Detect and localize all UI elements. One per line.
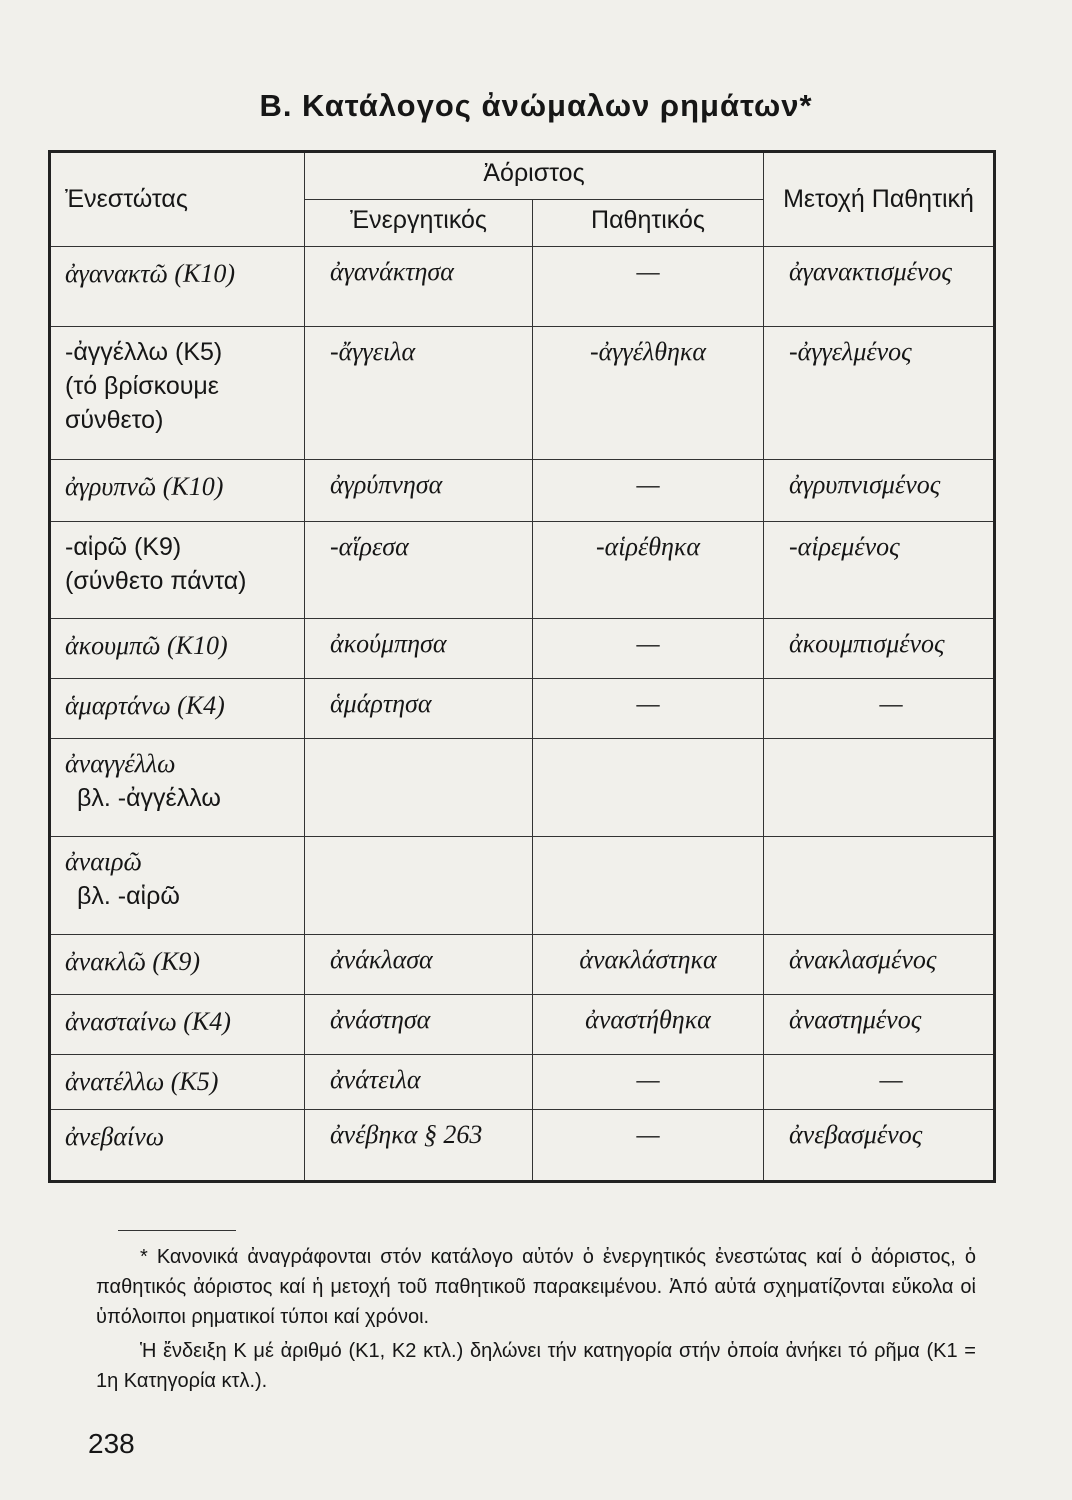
passive-aorist-cell: [533, 837, 764, 935]
table-row: [50, 679, 995, 739]
present-cell: ἀνατέλλω (Κ5): [50, 1055, 305, 1110]
participle-cell: ἀκουμπισμένος: [764, 619, 995, 679]
footnote-separator: [118, 1230, 236, 1231]
footnote: [96, 1242, 976, 1396]
table-row: [50, 935, 995, 995]
active-aorist-cell: ἁμάρτησα: [305, 679, 533, 739]
present-verb: -ἀγγέλλω (Κ5): [65, 338, 223, 366]
table-row: [50, 739, 995, 837]
page-title: Β. Κατάλογος ἀνώμαλων ρημάτων*: [259, 88, 813, 123]
table-body: [50, 247, 995, 1182]
header-participle: Μετοχή Παθητική: [764, 152, 995, 247]
header-aorist: Ἀόριστος: [305, 152, 764, 200]
present-note: (σύνθετο πάντα): [65, 567, 247, 595]
table-row: [50, 247, 995, 327]
passive-aorist-cell: —: [533, 1055, 764, 1110]
participle-cell: -αἱρεμένος: [764, 522, 995, 619]
table-row: [50, 995, 995, 1055]
passive-aorist-cell: ἀναστήθηκα: [533, 995, 764, 1055]
participle-cell: ἀναστημένος: [764, 995, 995, 1055]
irregular-verbs-table: [48, 150, 996, 1183]
participle-cell: ἀγανακτισμένος: [764, 247, 995, 327]
passive-aorist-cell: —: [533, 247, 764, 327]
participle-cell: ἀγρυπνισμένος: [764, 460, 995, 522]
active-aorist-cell: ἀγρύπνησα: [305, 460, 533, 522]
participle-cell: —: [764, 679, 995, 739]
present-cell: ἀνασταίνω (Κ4): [50, 995, 305, 1055]
present-cell: ἀγρυπνῶ (Κ10): [50, 460, 305, 522]
present-cell: [50, 739, 305, 837]
participle-cell: [764, 837, 995, 935]
see-also-note: βλ. -ἀγγέλλω: [77, 784, 221, 812]
present-cell: ἀγανακτῶ (Κ10): [50, 247, 305, 327]
passive-aorist-cell: —: [533, 679, 764, 739]
active-aorist-cell: ἀγανάκτησα: [305, 247, 533, 327]
active-aorist-cell: ἀκούμπησα: [305, 619, 533, 679]
present-cell: [50, 327, 305, 460]
table-row: [50, 460, 995, 522]
participle-cell: -ἀγγελμένος: [764, 327, 995, 460]
participle-cell: ἀνεβασμένος: [764, 1110, 995, 1182]
active-aorist-cell: -αἵρεσα: [305, 522, 533, 619]
present-verb: ἀναγγέλλω: [65, 749, 176, 778]
present-cell: [50, 522, 305, 619]
present-verb: -αἱρῶ (Κ9): [65, 533, 182, 561]
active-aorist-cell: [305, 837, 533, 935]
present-verb: ἀναιρῶ: [65, 847, 142, 876]
passive-aorist-cell: -ἀγγέλθηκα: [533, 327, 764, 460]
present-note: (τό βρίσκουμε σύνθετο): [65, 372, 219, 434]
page-number: 238: [88, 1428, 135, 1459]
footnote-paragraph: * Κανονικά ἀναγράφονται στόν κατάλογο αὐτόν ὁ ἐνεργητικός ἐνεστώτας καί ὁ ἀόριστος, ὁ παθητικός ἀόριστος καί ἡ μετοχή τοῦ παθητικοῦ παρακειμένου. Ἀπό αὐτά σχηματίζονται εὔκολα οἱ ὑπόλοιποι ρηματικοί τύποι καί χρόνοι.: [96, 1246, 976, 1328]
passive-aorist-cell: -αἱρέθηκα: [533, 522, 764, 619]
table-row: [50, 1055, 995, 1110]
active-aorist-cell: ἀνάκλασα: [305, 935, 533, 995]
participle-cell: —: [764, 1055, 995, 1110]
table-row: [50, 837, 995, 935]
footnote-paragraph: Ἡ ἔνδειξη Κ μέ ἀριθμό (Κ1, Κ2 κτλ.) δηλώνει τήν κατηγορία στήν ὁποία ἀνήκει τό ρῆμα (Κ1 = 1η Κατηγορία κτλ.).: [96, 1340, 976, 1392]
active-aorist-cell: ἀνέβηκα § 263: [305, 1110, 533, 1182]
header-present: Ἐνεστώτας: [50, 152, 305, 247]
table-row: [50, 327, 995, 460]
see-also-note: βλ. -αἱρῶ: [77, 882, 180, 910]
passive-aorist-cell: —: [533, 1110, 764, 1182]
passive-aorist-cell: —: [533, 460, 764, 522]
passive-aorist-cell: ἀνακλάστηκα: [533, 935, 764, 995]
table-row: [50, 619, 995, 679]
present-cell: ἁμαρτάνω (Κ4): [50, 679, 305, 739]
table-row: [50, 522, 995, 619]
active-aorist-cell: [305, 739, 533, 837]
active-aorist-cell: ἀνάτειλα: [305, 1055, 533, 1110]
table-row: [50, 1110, 995, 1182]
passive-aorist-cell: —: [533, 619, 764, 679]
present-cell: ἀνακλῶ (Κ9): [50, 935, 305, 995]
present-cell: [50, 837, 305, 935]
participle-cell: ἀνακλασμένος: [764, 935, 995, 995]
active-aorist-cell: -ἄγγειλα: [305, 327, 533, 460]
header-passive: Παθητικός: [533, 200, 764, 247]
header-active: Ἐνεργητικός: [305, 200, 533, 247]
present-cell: ἀνεβαίνω: [50, 1110, 305, 1182]
present-cell: ἀκουμπῶ (Κ10): [50, 619, 305, 679]
active-aorist-cell: ἀνάστησα: [305, 995, 533, 1055]
passive-aorist-cell: [533, 739, 764, 837]
participle-cell: [764, 739, 995, 837]
